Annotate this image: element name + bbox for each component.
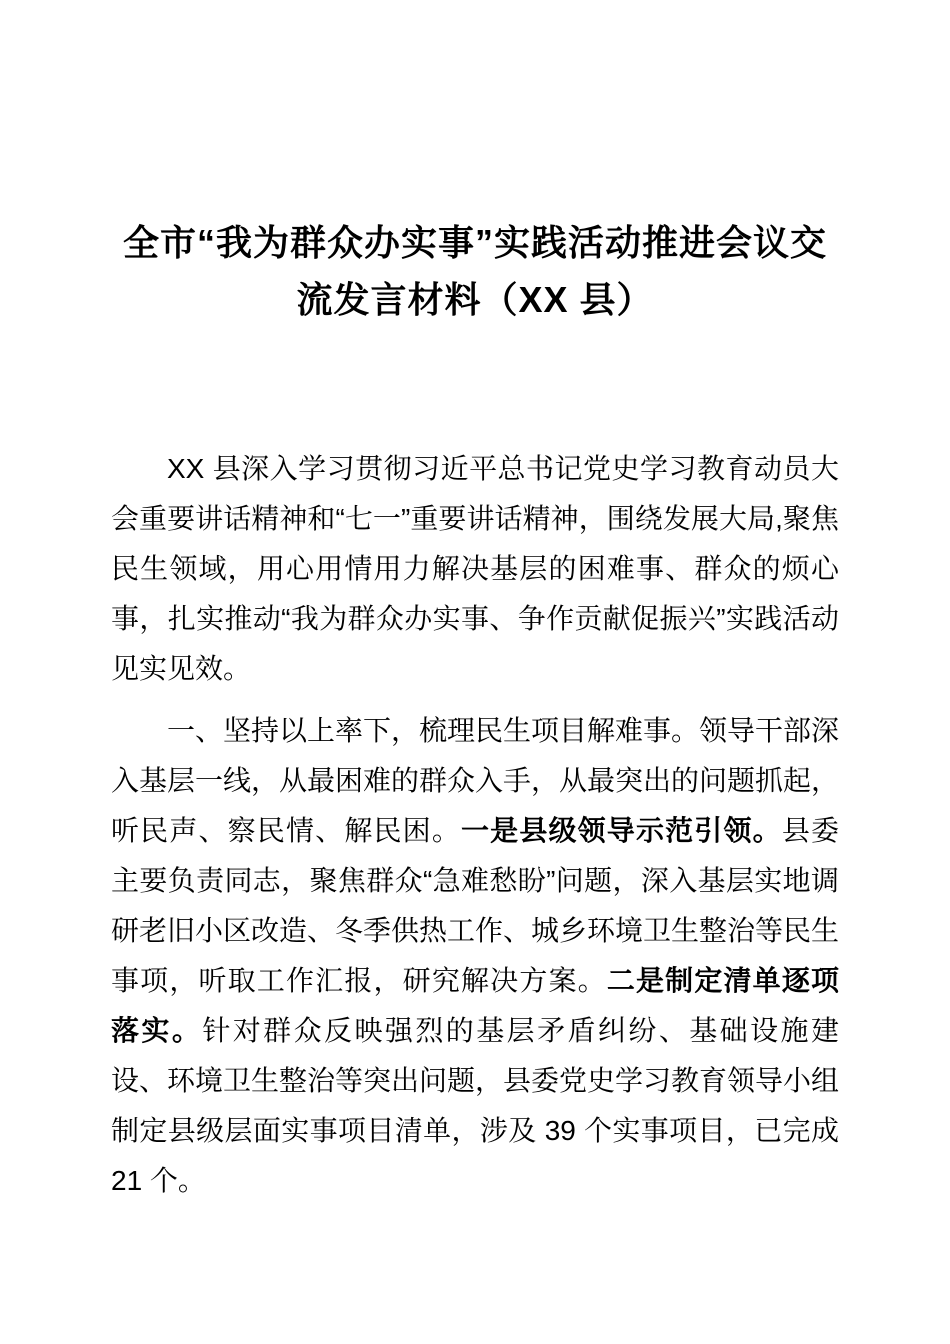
text-run: 县委主要负责同志，聚焦群众“急难愁盼”问题，深入基层实地调研老旧小区改造、冬季供热工作、城乡环境卫生整治等民生事项，听取工作汇报，研究解决方案。 — [111, 815, 840, 996]
text-run: XX 县深入学习贯彻习近平总书记党史学习教育动员大会重要讲话精神和“七一”重要讲话精神，围绕发展大局,聚焦民生领域，用心用情用力解决基层的困难事、群众的烦心事，扎实推动“我为群众办实事、争作贡献促振兴”实践活动见实见效。 — [111, 453, 839, 684]
document-body — [111, 444, 839, 1206]
bold-text-run: 二是制定清单逐项落实。 — [111, 965, 839, 1046]
document-title: 全市“我为群众办实事”实践活动推进会议交流发言材料（XX 县） — [122, 222, 827, 320]
bold-text-run: 一是县级领导示范引领。 — [460, 815, 782, 846]
text-run: 一、坚持以上率下，梳理民生项目解难事。领导干部深入基层一线，从最困难的群众入手，从最突出的问题抓起，听民声、察民情、解民困。 — [111, 715, 840, 846]
paragraph-section-1 — [111, 706, 839, 1206]
paragraph-intro — [111, 444, 839, 694]
text-run: 针对群众反映强烈的基层矛盾纠纷、基础设施建设、环境卫生整治等突出问题，县委党史学习教育领导小组制定县级层面实事项目清单，涉及 39 个实事项目，已完成 21 个。 — [111, 1015, 840, 1196]
